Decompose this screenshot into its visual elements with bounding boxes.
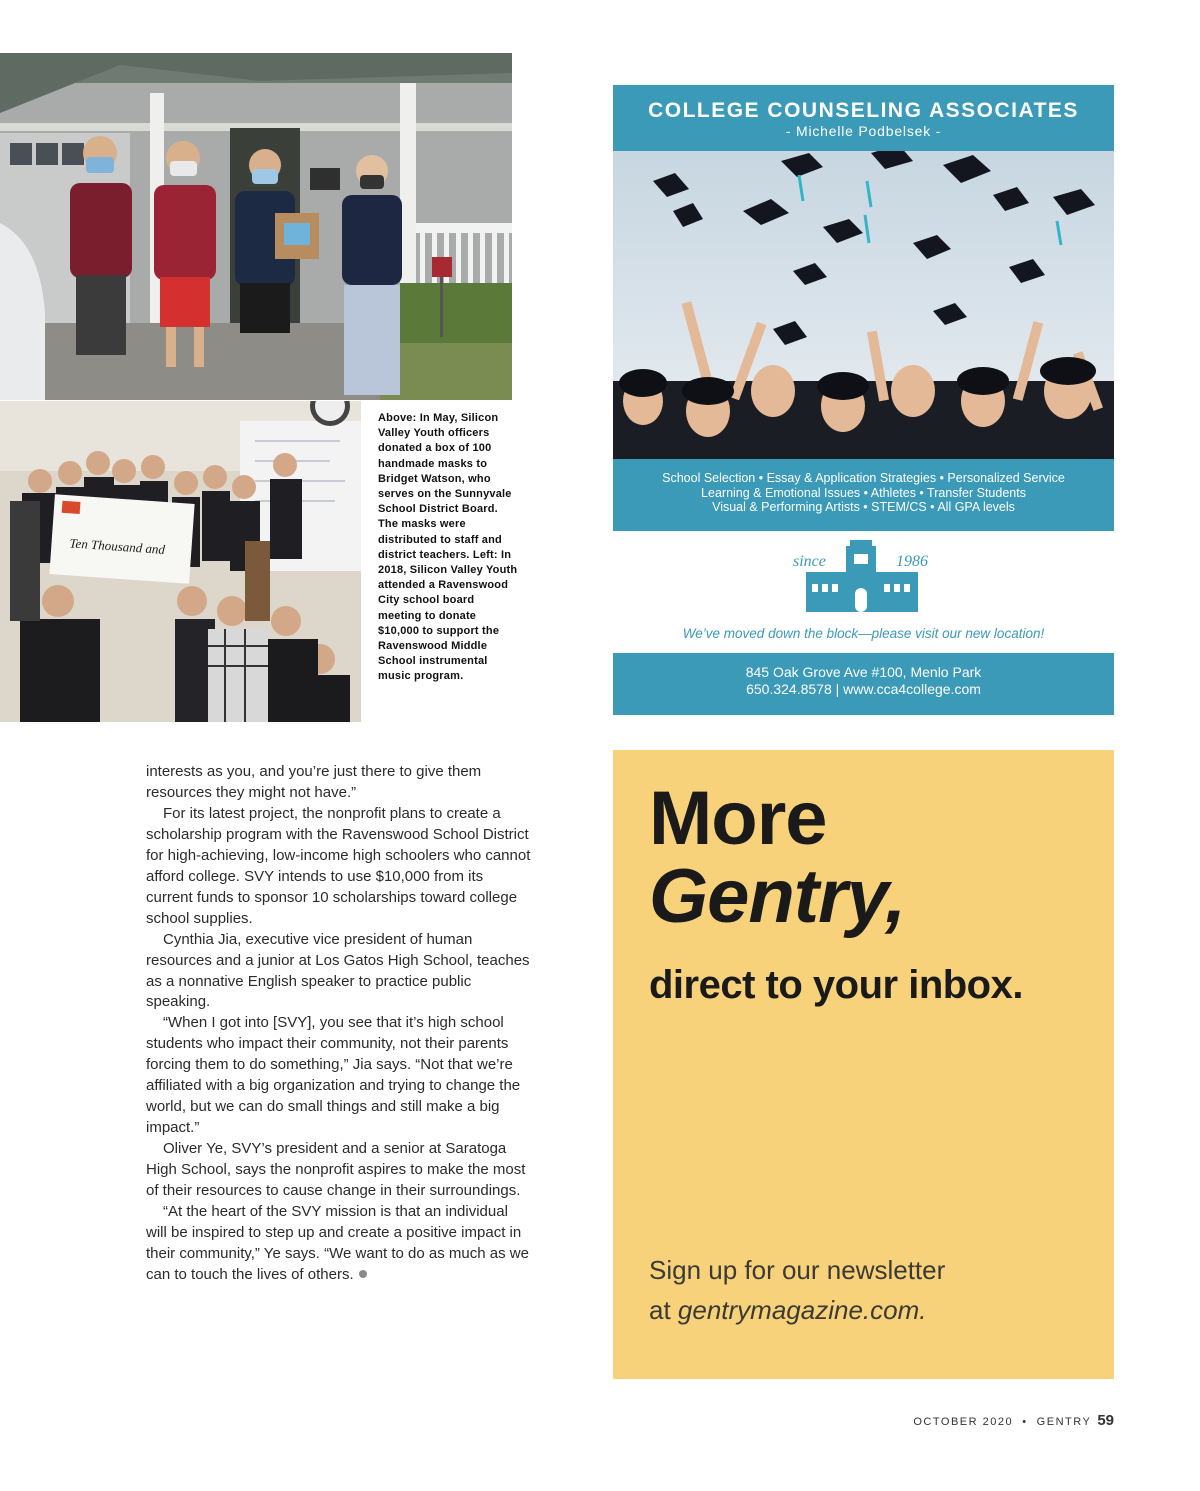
page-folio <box>913 1412 1114 1429</box>
ad-moved-notice: We’ve moved down the block—please visit our new location! <box>682 626 1045 641</box>
gentry-ad-headline-inbox: direct to your inbox. <box>649 963 1023 1007</box>
end-mark-icon <box>359 1270 367 1278</box>
ad-address: 845 Oak Grove Ave #100, Menlo Park <box>745 664 982 680</box>
ad-contact-link[interactable]: 650.324.8578 | www.cca4college.com <box>746 681 981 697</box>
gentry-ad-url-line <box>649 1290 926 1330</box>
check-presentation-photo <box>0 401 361 722</box>
article-paragraph-final <box>146 1202 531 1286</box>
mask-donation-photo <box>0 53 512 400</box>
article-paragraph: Cynthia Jia, executive vice president of human resources and a junior at Los Gatos High School, teaches as a nonnative English speaker to practice public speaking. <box>146 930 530 1011</box>
ad-service-line: Learning & Emotional Issues • Athletes • Transfer Students <box>701 485 1026 500</box>
gentry-newsletter-ad[interactable] <box>613 750 1114 1379</box>
building-logo-icon <box>806 540 918 617</box>
gentry-ad-headline-more: More <box>649 776 827 861</box>
ad-title: COLLEGE COUNSELING ASSOCIATES <box>648 99 1079 122</box>
ad-year-label: 1986 <box>896 553 928 570</box>
ad-header <box>613 85 1114 151</box>
photo-caption: Above: In May, Silicon Valley Youth officers donated a box of 100 handmade masks to Bridget Watson, who serves on the Sunnyvale School District Board. The masks were distributed to staff and district teachers. Left: In 2018, Silicon Valley Youth attended a Ravenswood City school board meeting to donate $10,000 to support the Ravenswood Middle School instrumental music program. <box>378 412 518 683</box>
article-paragraph: Oliver Ye, SVY’s president and a senior at Saratoga High School, says the nonprofit aspires to make the most of their resources to cause change in their surroundings. <box>146 1140 526 1200</box>
check-amount-text: Ten Thousand and <box>69 535 166 558</box>
article-paragraph: “When I got into [SVY], you see that it’s high school students who impact their community, not their parents forcing them to do something,” Jia says. “Not that we’re affiliated with a big organization and trying to change the world, but we can do small things and still make a big impact.” <box>146 1014 521 1137</box>
article-body <box>146 762 531 1286</box>
article-paragraph: For its latest project, the nonprofit plans to create a scholarship program with the Ravenswood School District for high-achieving, low-income high schoolers who cannot afford college. SVY intends to use $10,000 from its current funds to sponsor 10 scholarships toward college school supplies. <box>146 804 531 927</box>
article-paragraph: interests as you, and you’re just there to give them resources they might not have.” <box>146 763 482 801</box>
article-paragraph-text: “At the heart of the SVY mission is that an individual will be inspired to step up and create a positive impact in their community,” Ye says. “We want to do as much as we can to touch the lives of others. <box>146 1203 529 1283</box>
cca-advertisement[interactable] <box>613 85 1114 715</box>
page-number: 59 <box>1097 1412 1114 1429</box>
ad-since-label: since <box>793 553 826 570</box>
ad-footer <box>613 653 1114 715</box>
gentry-ad-at: at <box>649 1295 678 1325</box>
ad-services-list <box>613 459 1114 531</box>
gentry-ad-url-link[interactable]: gentrymagazine.com. <box>677 1295 927 1325</box>
ad-service-line: Visual & Performing Artists • STEM/CS • All GPA levels <box>712 500 1015 514</box>
gentry-ad-headline-gentry: Gentry, <box>649 854 906 939</box>
ad-subtitle: - Michelle Podbelsek - <box>785 123 942 139</box>
ad-service-line: School Selection • Essay & Application Strategies • Personalized Service <box>662 471 1065 485</box>
gentry-ad-signup-text: Sign up for our newsletter <box>649 1255 946 1285</box>
folio-issue: OCTOBER 2020 • GENTRY <box>913 1416 1092 1428</box>
